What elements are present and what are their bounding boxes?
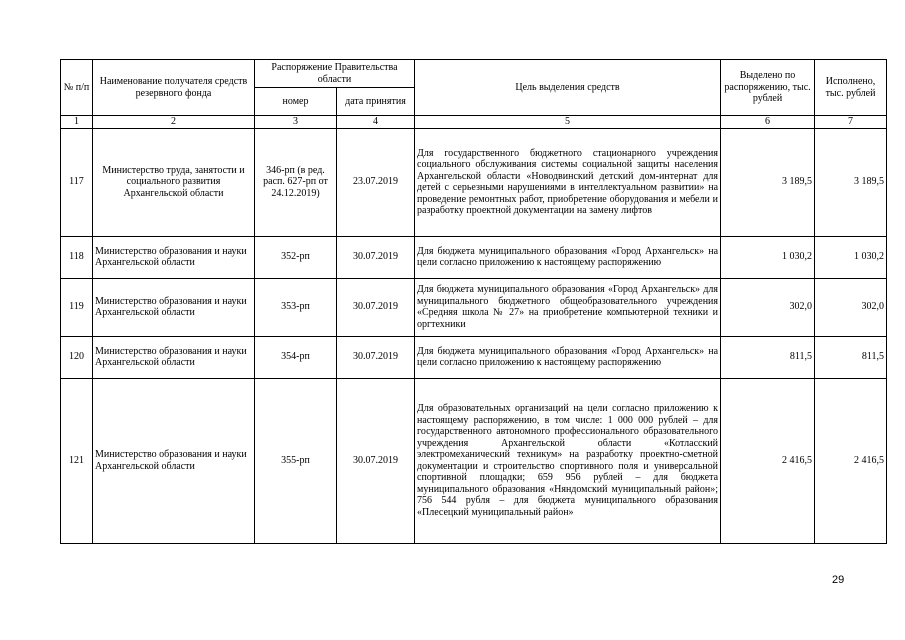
row-number: 121: [61, 378, 93, 543]
executed-amount: 2 416,5: [815, 378, 887, 543]
recipient: Министерство образования и науки Архангельской области: [93, 336, 255, 378]
executed-amount: 1 030,2: [815, 236, 887, 278]
order-number: 352-рп: [255, 236, 337, 278]
order-number: 355-рп: [255, 378, 337, 543]
header-num: № п/п: [61, 60, 93, 116]
column-number: 7: [815, 116, 887, 129]
header-executed: Исполнено, тыс. рублей: [815, 60, 887, 116]
executed-amount: 3 189,5: [815, 128, 887, 236]
recipient: Министерство образования и науки Архангельской области: [93, 378, 255, 543]
table-row: [61, 378, 887, 543]
allocated-amount: 3 189,5: [721, 128, 815, 236]
order-date: 30.07.2019: [337, 278, 415, 336]
purpose: Для бюджета муниципального образования «Город Архангельск» на цели согласно приложению к настоящему распоряжению: [415, 336, 721, 378]
row-number: 118: [61, 236, 93, 278]
order-date: 30.07.2019: [337, 378, 415, 543]
header-order-number: номер: [255, 88, 337, 116]
purpose: Для бюджета муниципального образования «Город Архангельск» на цели согласно приложению к настоящему распоряжению: [415, 236, 721, 278]
recipient: Министерство образования и науки Архангельской области: [93, 278, 255, 336]
column-number: 3: [255, 116, 337, 129]
table-row: [61, 236, 887, 278]
order-date: 30.07.2019: [337, 236, 415, 278]
purpose: Для бюджета муниципального образования «Город Архангельск» для муниципального бюджетного общеобразовательного учреждения «Средняя школа № 27» на приобретение компьютерной техники и оргтехники: [415, 278, 721, 336]
column-number: 2: [93, 116, 255, 129]
order-number: 353-рп: [255, 278, 337, 336]
order-date: 30.07.2019: [337, 336, 415, 378]
column-number-row: [61, 116, 887, 129]
row-number: 120: [61, 336, 93, 378]
column-number: 5: [415, 116, 721, 129]
executed-amount: 811,5: [815, 336, 887, 378]
column-number: 4: [337, 116, 415, 129]
header-order: Распоряжение Правительства области: [255, 60, 415, 88]
row-number: 119: [61, 278, 93, 336]
purpose: Для государственного бюджетного стационарного учреждения социального обслуживания системы социальной защиты населения Архангельской области «Новодвинский детский дом-интернат для детей с серьезными нарушениями в интеллектуальном развитии» на проведение ремонтных работ, приобретение оборудования и мебели и разработку проектной документации на замену лифтов: [415, 128, 721, 236]
order-number: 346-рп (в ред. расп. 627-рп от 24.12.2019): [255, 128, 337, 236]
recipient: Министерство образования и науки Архангельской области: [93, 236, 255, 278]
purpose: Для образовательных организаций на цели согласно приложению к настоящему распоряжению, в том числе: 1 000 000 рублей – для государственного автономного профессионального образовательного учреждения Архангельской области «Котласский электромеханический техникум» на разработку проектно-сметной документации и строительство спортивного поля и универсальной спортивной площадки; 659 956 рублей – для бюджета муниципального образования «Няндомский муниципальный район»; 756 544 рубля – для бюджета муниципального образования «Плесецкий муниципальный район»: [415, 378, 721, 543]
order-number: 354-рп: [255, 336, 337, 378]
table-row: [61, 128, 887, 236]
allocated-amount: 811,5: [721, 336, 815, 378]
header-purpose: Цель выделения средств: [415, 60, 721, 116]
header-order-date: дата принятия: [337, 88, 415, 116]
column-number: 1: [61, 116, 93, 129]
reserve-fund-table: [60, 59, 887, 544]
table-row: [61, 278, 887, 336]
allocated-amount: 302,0: [721, 278, 815, 336]
executed-amount: 302,0: [815, 278, 887, 336]
allocated-amount: 1 030,2: [721, 236, 815, 278]
header-allocated: Выделено по распоряжению, тыс. рублей: [721, 60, 815, 116]
order-date: 23.07.2019: [337, 128, 415, 236]
column-number: 6: [721, 116, 815, 129]
header-recipient: Наименование получателя средств резервного фонда: [93, 60, 255, 116]
table-row: [61, 336, 887, 378]
page-number: 29: [832, 574, 845, 586]
recipient: Министерство труда, занятости и социального развития Архангельской области: [93, 128, 255, 236]
allocated-amount: 2 416,5: [721, 378, 815, 543]
row-number: 117: [61, 128, 93, 236]
document-page: [60, 59, 887, 544]
